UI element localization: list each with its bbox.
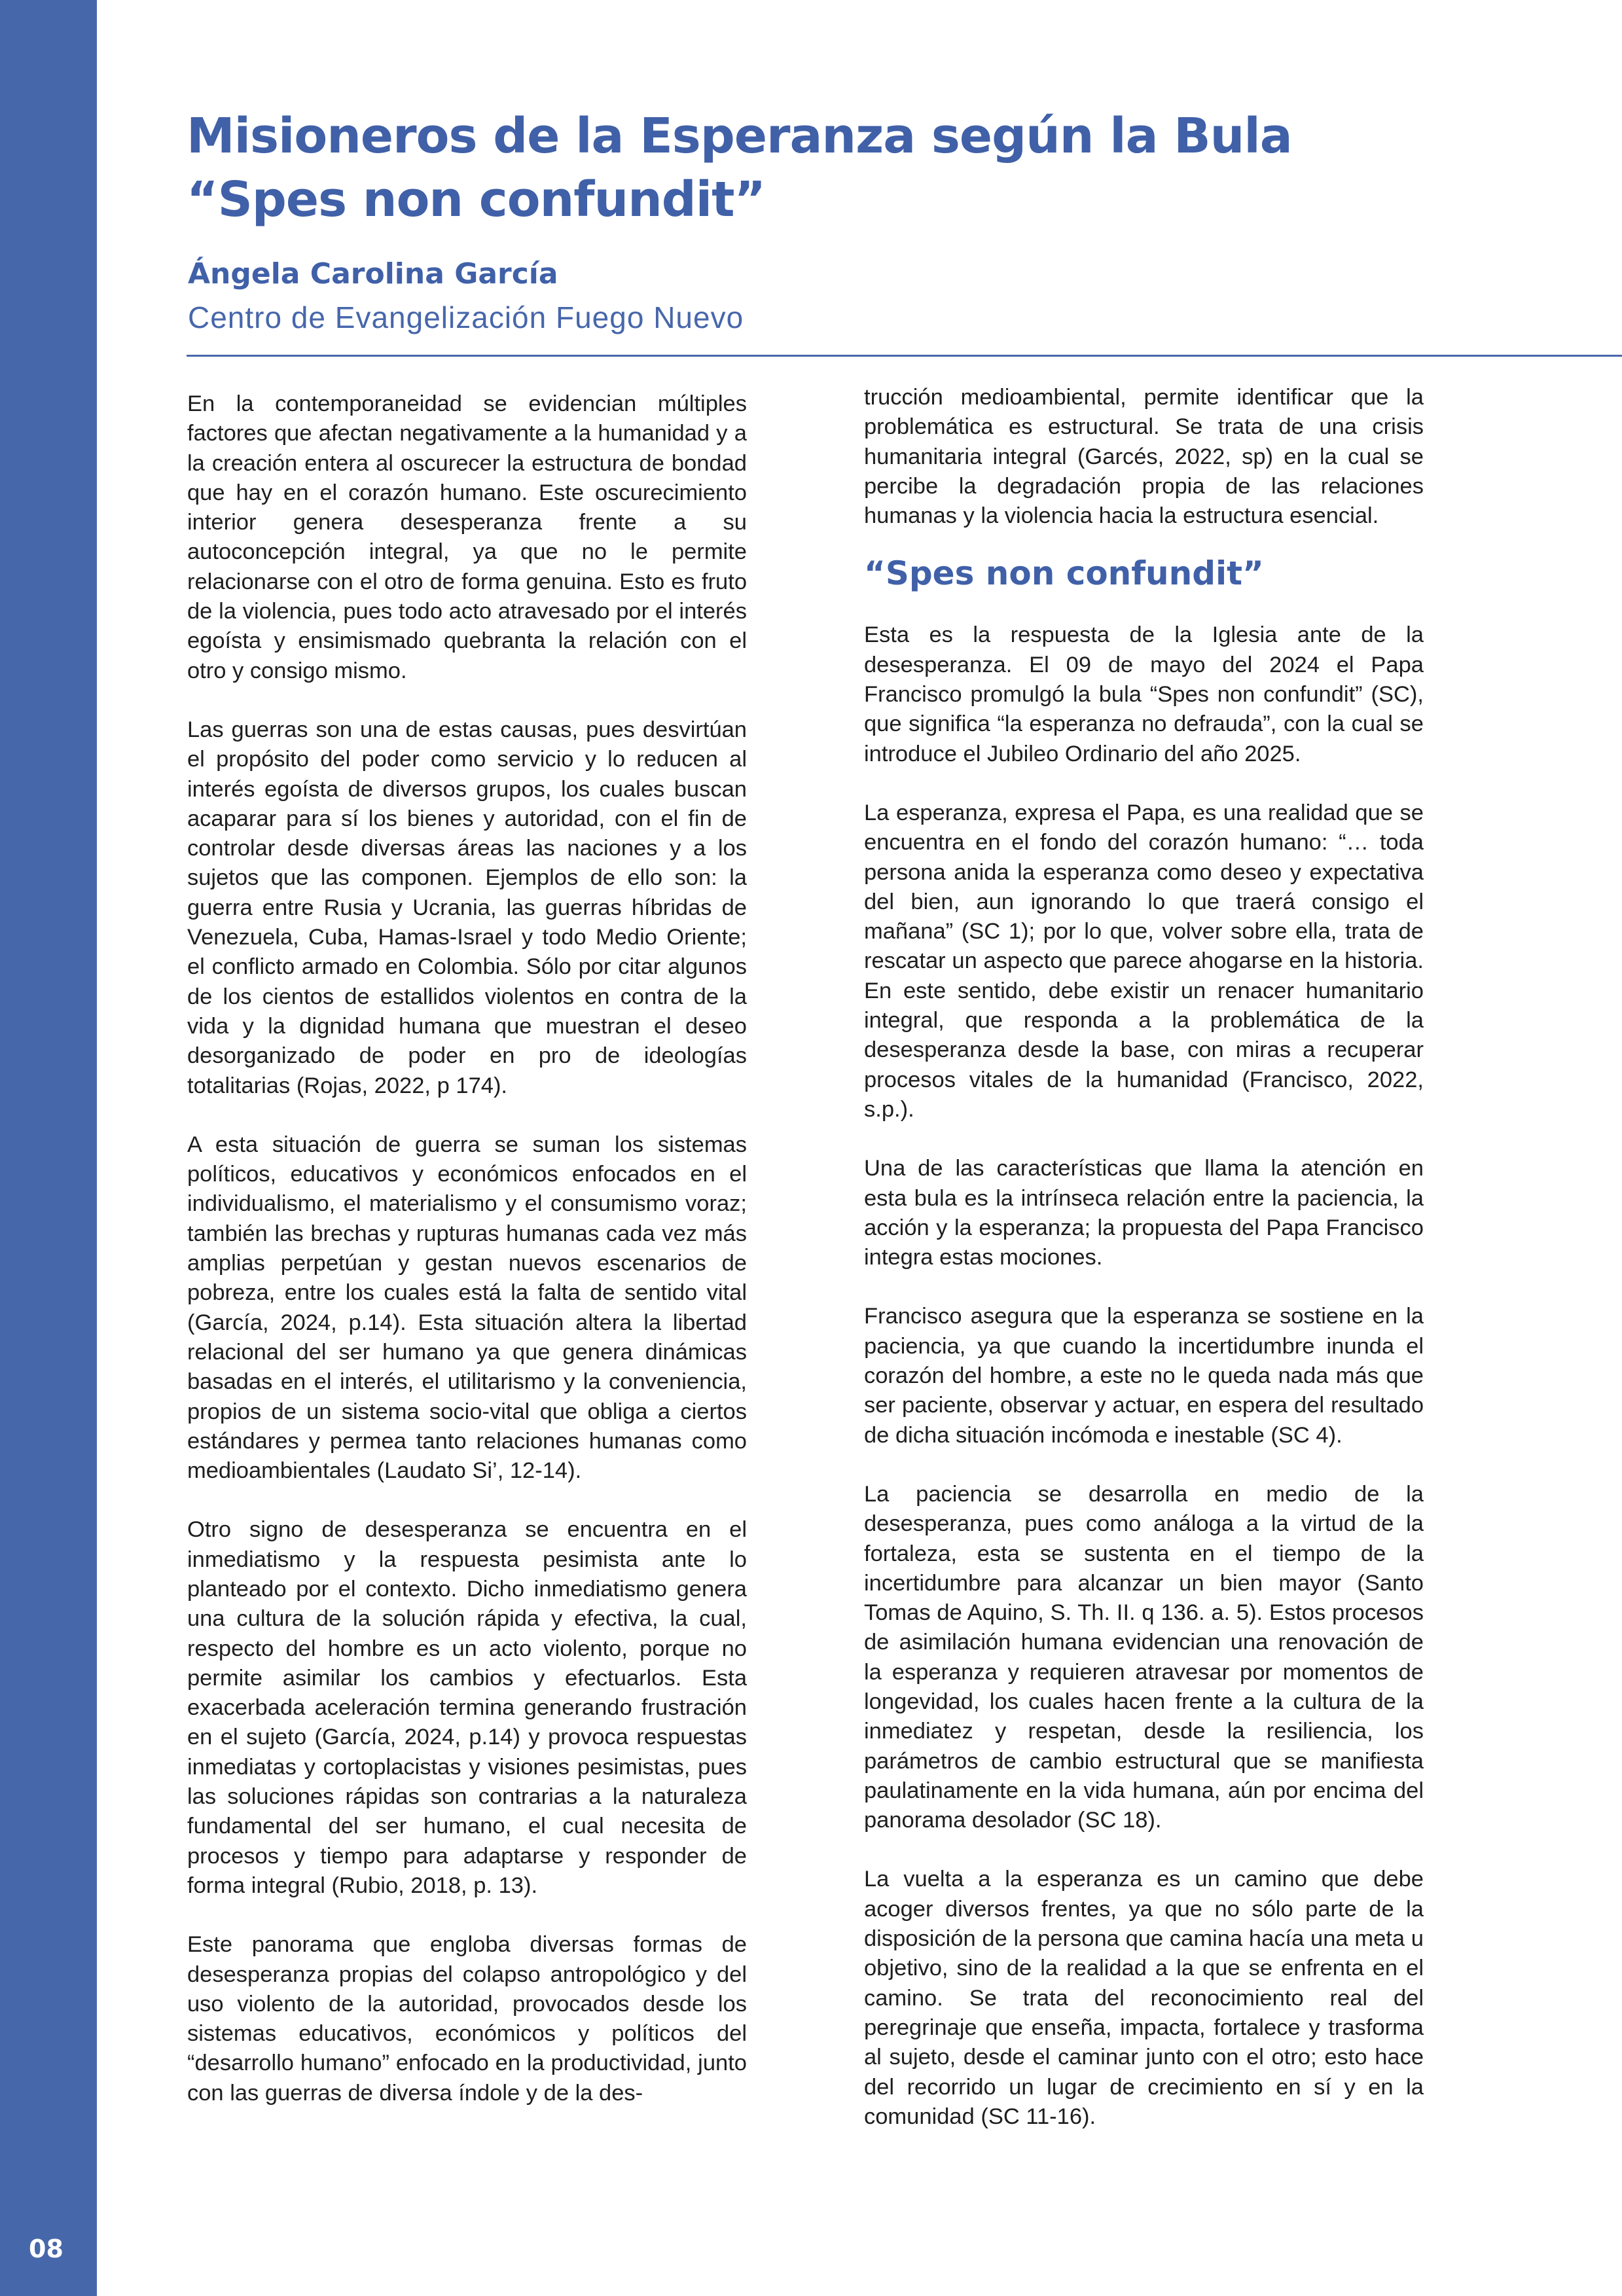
paragraph: A esta situación de guerra se suman los sistemas políticos, educativos y económicos enfocados en el individualismo, el materialismo y el consumismo voraz; también las brechas y rupturas humanas cada vez más amplias perpetúan y gestan nuevos escenarios de pobreza, entre los cuales está la falta de sentido vital (García, 2024, p.14). Esta situación altera la libertad relacional del ser humano ya que genera dinámicas basadas en el interés, el utilitarismo y la conveniencia, propios de un sistema socio-vital que obliga a ciertos estándares y permea tanto relaciones humanas como medioambientales (Laudato Si’, 12-14). (187, 1132, 747, 1484)
paragraph: La vuelta a la esperanza es un camino que debe acoger diversos frentes, ya que no sólo parte de la disposición de la persona que camina hacía una meta u objetivo, sino de la realidad a la que se enfrenta en el camino. Se trata del reconocimiento real del peregrinaje que enseña, impacta, fortalece y trasforma al sujeto, desde el caminar junto con el otro; esto hace del recorrido un lugar de crecimiento en sí y en la comunidad (SC 11-16). (864, 1867, 1424, 2129)
paragraph: Una de las características que llama la atención en esta bula es la intrínseca relación entre la paciencia, la acción y la esperanza; la propuesta del Papa Francisco integra estas mociones. (864, 1156, 1424, 1270)
paragraph: En la contemporaneidad se evidencian múltiples factores que afectan negativamente a la humanidad y a la creación entera al oscurecer la estructura de bondad que hay en el corazón humano. Este oscurecimiento interior genera desesperanza frente a su autoconcepción integral, ya que no le permite relacionarse con el otro de forma genuina. Esto es fruto de la violencia, pues todo acto atravesado por el interés egoísta y ensimismado quebranta la relación con el otro y consigo mismo. (187, 391, 747, 683)
left-column (187, 389, 747, 2138)
header-divider (187, 355, 1622, 357)
paragraph: Las guerras son una de estas causas, pues desvirtúan el propósito del poder como servicio y lo reducen al interés egoísta de diversos grupos, los cuales buscan acaparar para sí los bienes y autoridad, con el fin de controlar desde diversas áreas las naciones y a los sujetos que las componen. Ejemplos de ello son: la guerra entre Rusia y Ucrania, las guerras híbridas de Venezuela, Cuba, Hamas-Israel y todo Medio Oriente; el conflicto armado en Colombia. Sólo por citar algunos de los cientos de estallidos violentos en contra de la vida y la dignidad humana que muestran el deseo desorganizado de poder en pro de ideologías totalitarias (Rojas, 2022, p 174). (187, 717, 747, 1098)
page-number: 08 (29, 2234, 63, 2263)
paragraph: trucción medioambiental, permite identificar que la problemática es estructural. Se trata de una crisis humanitaria integral (Garcés, 2022, sp) en la cual se percibe la degradación propia de las relaciones humanas y la violencia hacia la estructura esencial. (864, 385, 1424, 529)
title-line-2: “Spes non confundit” (187, 171, 766, 228)
sidebar-band (0, 0, 97, 2296)
paragraph: Esta es la respuesta de la Iglesia ante de la desesperanza. El 09 de mayo del 2024 el Papa Francisco promulgó la bula “Spes non confundit” (SC), que significa “la esperanza no defrauda”, con la cual se introduce el Jubileo Ordinario del año 2025. (864, 622, 1424, 766)
paragraph: Otro signo de desesperanza se encuentra en el inmediatismo y la respuesta pesimista ante lo planteado por el contexto. Dicho inmediatismo genera una cultura de la solución rápida y efectiva, la cual, respecto del hombre es un acto violento, porque no permite asimilar los cambios y efectuarlos. Esta exacerbada aceleración termina generando frustración en el sujeto (García, 2024, p.14) y provoca respuestas inmediatas y cortoplacistas y visiones pesimistas, pues las soluciones rápidas son contrarias a la naturaleza fundamental del ser humano, el cual necesita de procesos y tiempo para adaptarse y responder de forma integral (Rubio, 2018, p. 13). (187, 1517, 747, 1898)
paragraph: Este panorama que engloba diversas formas de desesperanza propias del colapso antropológico y del uso violento de la autoridad, provocados desde los sistemas educativos, económicos y políticos del “desarrollo humano” enfocado en la productividad, junto con las guerras de diversa índole y de la des- (187, 1932, 747, 2106)
article-title (187, 105, 1430, 232)
paragraph: La esperanza, expresa el Papa, es una realidad que se encuentra en el fondo del corazón humano: “… toda persona anida la esperanza como deseo y expectativa del bien, aun ignorando lo que traerá consigo el mañana” (SC 1); por lo que, volver sobre ella, trata de rescatar un aspecto que parece ahogarse en la historia. En este sentido, debe existir un renacer humanitario integral, que responda a la problemática de la desesperanza desde la base, con miras a recuperar procesos vitales de la humanidad (Francisco, 2022, s.p.). (864, 800, 1424, 1122)
section-heading: “Spes non confundit” (864, 554, 1264, 593)
author-name: Ángela Carolina García (188, 257, 558, 291)
paragraph: Francisco asegura que la esperanza se sostiene en la paciencia, ya que cuando la incertidumbre inunda el corazón del hombre, a este no le queda nada más que ser paciente, observar y actuar, en espera del resultado de dicha situación incómoda e inestable (SC 4). (864, 1304, 1424, 1448)
paragraph: La paciencia se desarrolla en medio de la desesperanza, pues como análoga a la virtud de la fortaleza, esta se sustenta en el tiempo de la incertidumbre para alcanzar un bien mayor (Santo Tomas de Aquino, S. Th. II. q 136. a. 5). Estos procesos de asimilación humana evidencian una renovación de la esperanza y requieren atravesar por momentos de longevidad, los cuales hacen frente a la cultura de la inmediatez y respetan, desde la resiliencia, los parámetros de cambio estructural que se manifiesta paulatinamente en la vida humana, aún por encima del panorama desolador (SC 18). (864, 1481, 1424, 1833)
right-column (864, 383, 1424, 2161)
title-line-1: Misioneros de la Esperanza según la Bula (187, 108, 1292, 164)
author-affiliation: Centro de Evangelización Fuego Nuevo (188, 300, 744, 334)
